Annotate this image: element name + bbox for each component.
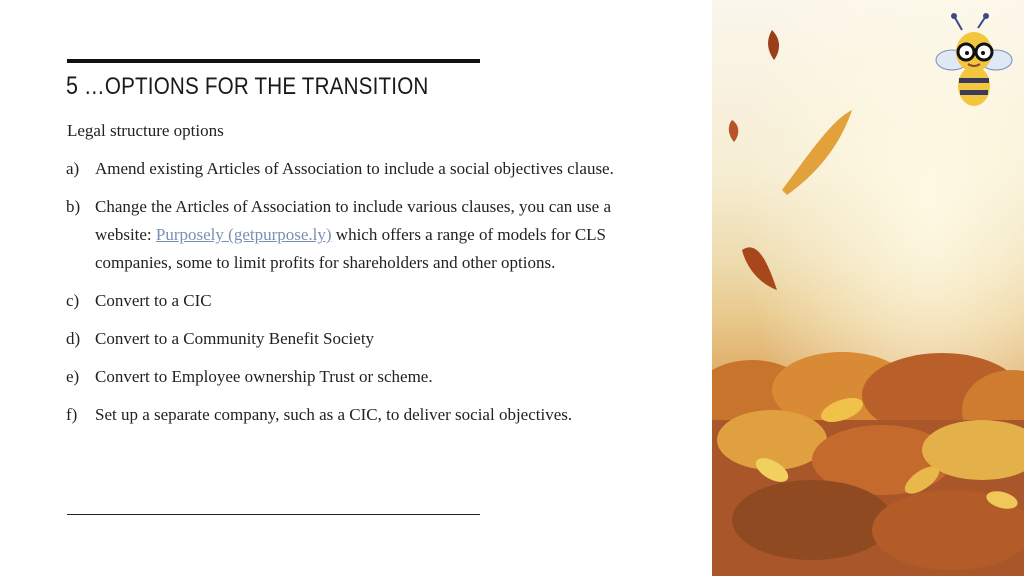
list-marker: d)	[66, 329, 81, 348]
list-item-text: Amend existing Articles of Association to include a social objectives clause.	[95, 159, 614, 178]
list-bottom-rule	[67, 514, 480, 515]
list-marker: c)	[66, 291, 80, 310]
page-title	[66, 72, 429, 101]
options-list	[66, 155, 626, 439]
list-item-text: Convert to a Community Benefit Society	[95, 329, 375, 348]
title-top-rule	[67, 59, 480, 63]
list-item-text-before: Change the Articles of Association to include various clauses, you can use a website:	[95, 197, 612, 244]
list-item-text: Convert to a CIC	[95, 291, 212, 310]
list-item-f	[66, 401, 626, 429]
title-text: …OPTIONS FOR THE TRANSITION	[78, 73, 429, 100]
list-marker: b)	[66, 197, 81, 216]
list-item-d	[66, 325, 626, 353]
list-item-text: Set up a separate company, such as a CIC, to deliver social objectives.	[95, 405, 573, 424]
list-marker: f)	[66, 405, 78, 424]
list-marker: e)	[66, 367, 80, 386]
purposely-link[interactable]: Purposely (getpurpose.ly)	[155, 225, 332, 244]
list-item-text: Convert to Employee ownership Trust or scheme.	[95, 367, 433, 386]
list-item-text-after: which offers a range of models for CLS companies, some to limit profits for shareholders and other options.	[95, 225, 606, 272]
title-number: 5	[66, 72, 79, 100]
bee-with-glasses-icon	[930, 12, 1018, 112]
leaf-pile	[712, 352, 1024, 576]
list-marker: a)	[66, 159, 80, 178]
list-item-b	[66, 193, 626, 277]
list-item-e	[66, 363, 626, 391]
list-item-a	[66, 155, 626, 183]
subtitle: Legal structure options	[67, 121, 224, 140]
list-item-c	[66, 287, 626, 315]
